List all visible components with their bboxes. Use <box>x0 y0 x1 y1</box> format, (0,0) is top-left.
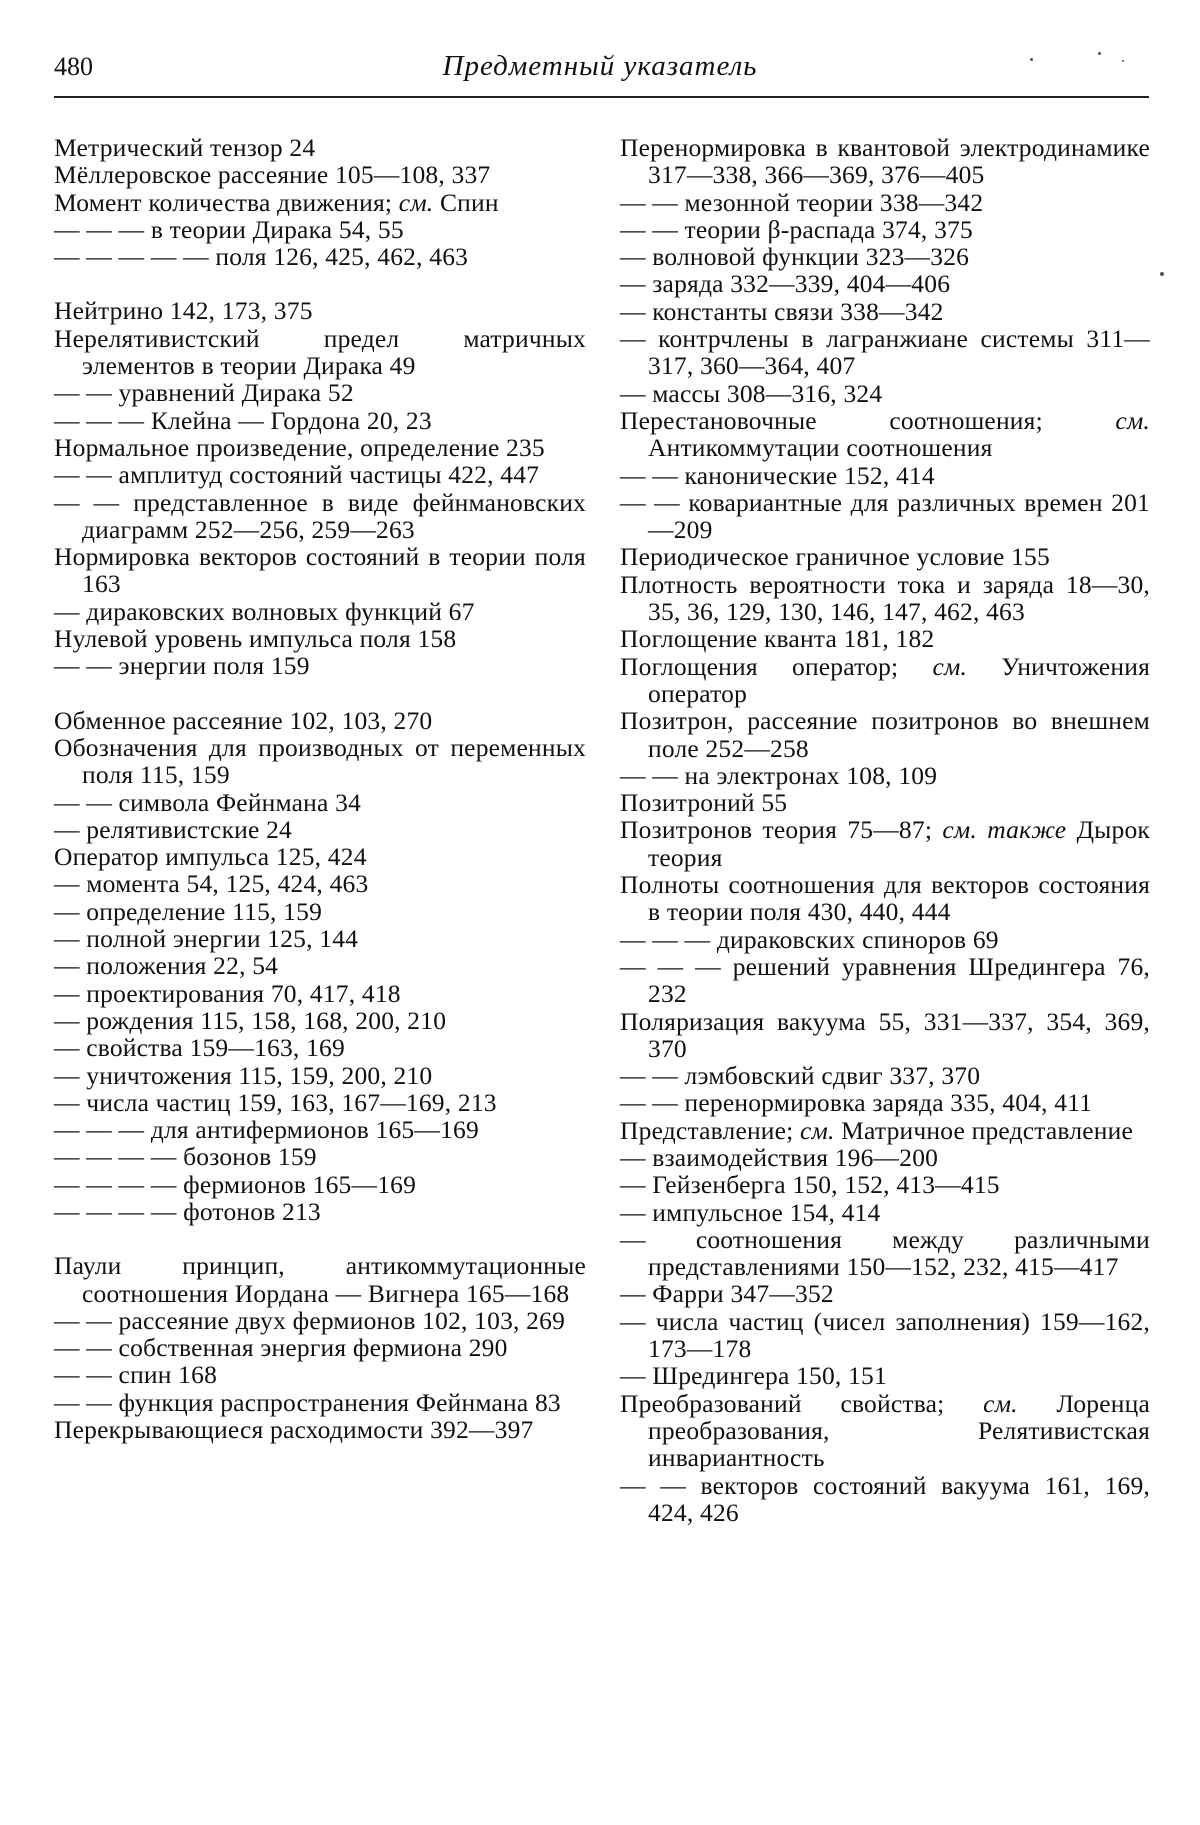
index-entry: — Фарри 347—352 <box>620 1279 834 1309</box>
index-entry: Поглощения оператор; см. Уничтожения оператор <box>620 651 1150 708</box>
index-entry: — — амплитуд состояний частицы 422, 447 <box>54 460 540 490</box>
see-also-marker: см. <box>983 1388 1018 1418</box>
index-entry: Перекрывающиеся расходимости 392—397 <box>54 1415 534 1445</box>
index-entry: Обозначения для производных от переменных поля 115, 159 <box>54 732 586 790</box>
index-entry: — — символа Фейнмана 34 <box>54 787 362 817</box>
index-entry: — — на электронах 108, 109 <box>620 760 938 790</box>
index-entry: — — — дираковских спиноров 69 <box>620 924 999 954</box>
see-also-marker: см. <box>1115 405 1150 435</box>
index-entry: — момента 54, 125, 424, 463 <box>54 869 369 899</box>
index-entry: — уничтожения 115, 159, 200, 210 <box>54 1060 433 1090</box>
index-entry: — дираковских волновых функций 67 <box>54 596 475 626</box>
index-entry: — числа частиц 159, 163, 167—169, 213 <box>54 1087 497 1117</box>
index-entry: — свойства 159—163, 169 <box>54 1033 345 1063</box>
header-rule <box>54 96 1149 98</box>
see-also-marker: см. <box>932 651 968 681</box>
index-entry: Нормировка векторов состояний в теории поля 163 <box>54 542 586 599</box>
index-column-left <box>54 134 586 1443</box>
index-entry: — Гейзенберга 150, 152, 413—415 <box>620 1170 1000 1200</box>
index-entry: Позитроний 55 <box>620 788 788 818</box>
index-entry: — соотношения между различными представлениями 150—152, 232, 415—417 <box>620 1224 1150 1282</box>
index-entry: Нерелятивистский предел матричных элементов в теории Дирака 49 <box>54 323 586 381</box>
index-entry: — — векторов состояний вакуума 161, 169, 424, 426 <box>620 1470 1150 1527</box>
index-entry: Представление; см. Матричное представление <box>620 1115 1133 1145</box>
index-entry: Перенормировка в квантовой электродинамике 317—338, 366—369, 376—405 <box>620 133 1150 190</box>
index-entry: Поглощение кванта 181, 182 <box>620 624 935 654</box>
index-entry: — волновой функции 323—326 <box>620 242 970 272</box>
index-entry: Перестановочные соотношения; см. Антикоммутации соотношения <box>620 405 1150 463</box>
index-entry: Мёллеровское рассеяние 105—108, 337 <box>54 160 491 190</box>
index-entry: Поляризация вакуума 55, 331—337, 354, 369, 370 <box>620 1006 1150 1063</box>
index-entry: — — функция распространения Фейнмана 83 <box>54 1387 561 1417</box>
index-entry: Периодическое граничное условие 155 <box>620 542 1050 572</box>
index-entry: — определение 115, 159 <box>54 896 323 926</box>
index-column-right <box>620 134 1150 1526</box>
index-entry: Нормальное произведение, определение 235 <box>54 432 545 462</box>
index-entry: — положения 22, 54 <box>54 951 279 981</box>
index-entry: — — — в теории Дирака 54, 55 <box>54 214 404 244</box>
index-entry: — контрчлены в лагранжиане системы 311—317, 360—364, 407 <box>620 324 1150 381</box>
index-entry: — — ковариантные для различных времен 201—209 <box>620 487 1150 545</box>
index-entry: — заряда 332—339, 404—406 <box>620 269 951 299</box>
index-entry: Плотность вероятности тока и заряда 18—30, 35, 36, 129, 130, 146, 147, 462, 463 <box>620 569 1150 627</box>
index-entry: Полноты соотношения для векторов состояния в теории поля 430, 440, 444 <box>620 870 1150 927</box>
index-entry: — — представленное в виде фейнмановских диаграмм 252—256, 259—263 <box>54 487 586 544</box>
index-entry: — полной энергии 125, 144 <box>54 924 359 954</box>
index-entry: — константы связи 338—342 <box>620 296 944 326</box>
index-entry: — импульсное 154, 414 <box>620 1197 881 1227</box>
index-entry: — — перенормировка заряда 335, 404, 411 <box>620 1088 1093 1118</box>
index-entry: Нейтрино 142, 173, 375 <box>54 296 313 326</box>
speck-mark <box>1030 58 1033 61</box>
index-entry: Метрический тензор 24 <box>54 133 316 162</box>
index-entry: Нулевой уровень импульса поля 158 <box>54 624 457 654</box>
index-entry: — — теории β-распада 374, 375 <box>620 214 973 244</box>
index-entry: — — — — — поля 126, 425, 462, 463 <box>54 242 469 272</box>
index-entry: — — рассеяние двух фермионов 102, 103, 269 <box>54 1305 566 1335</box>
index-entry: — — канонические 152, 414 <box>620 460 935 490</box>
speck-mark <box>1098 52 1101 55</box>
index-entry: — числа частиц (чисел заполнения) 159—162, 173—178 <box>620 1306 1150 1364</box>
speck-mark <box>1122 60 1124 62</box>
index-entry: — — — решений уравнения Шредингера 76, 232 <box>620 951 1150 1009</box>
running-title: Предметный указатель <box>442 50 758 82</box>
see-also-marker: см. также <box>942 815 1067 845</box>
index-entry: Оператор импульса 125, 424 <box>54 842 367 872</box>
index-entry: — — — — бозонов 159 <box>54 1142 317 1172</box>
index-entry: — проектирования 70, 417, 418 <box>54 978 401 1008</box>
index-entry: — — — — фермионов 165—169 <box>54 1169 417 1199</box>
index-entry: — — энергии поля 159 <box>54 651 310 681</box>
index-entry: — взаимодействия 196—200 <box>620 1142 939 1172</box>
page-number: 480 <box>54 52 93 81</box>
index-entry: Позитронов теория 75—87; см. также Дырок теория <box>620 815 1151 872</box>
index-entry: Момент количества движения; см. Спин <box>54 187 499 217</box>
index-entry: — Шредингера 150, 151 <box>620 1361 887 1391</box>
index-entry: — — спин 168 <box>54 1360 218 1390</box>
speck-mark <box>1160 272 1164 276</box>
index-entry: Паули принцип, антикоммутационные соотношения Иордана — Вигнера 165—168 <box>54 1251 586 1308</box>
index-entry: Преобразований свойства; см. Лоренца преобразования, Релятивистская инвариантность <box>620 1388 1150 1473</box>
see-also-marker: см. <box>398 187 434 217</box>
index-entry: — массы 308—316, 324 <box>620 378 883 408</box>
index-entry: — — мезонной теории 338—342 <box>620 187 984 217</box>
index-entry: — — уравнений Дирака 52 <box>54 378 354 408</box>
index-entry: — — — для антифермионов 165—169 <box>54 1115 479 1145</box>
index-entry: — — собственная энергия фермиона 290 <box>54 1333 508 1363</box>
index-entry: — рождения 115, 158, 168, 200, 210 <box>54 1005 447 1035</box>
index-entry: — — — Клейна — Гордона 20, 23 <box>54 405 432 435</box>
index-entry: Обменное рассеяние 102, 103, 270 <box>54 705 433 735</box>
index-entry: Позитрон, рассеяние позитронов во внешнем поле 252—258 <box>620 706 1150 763</box>
index-entry: — — — — фотонов 213 <box>54 1196 321 1226</box>
index-entry: — релятивистские 24 <box>54 814 292 844</box>
index-entry: — — лэмбовский сдвиг 337, 370 <box>620 1061 981 1091</box>
see-also-marker: см. <box>800 1115 835 1145</box>
